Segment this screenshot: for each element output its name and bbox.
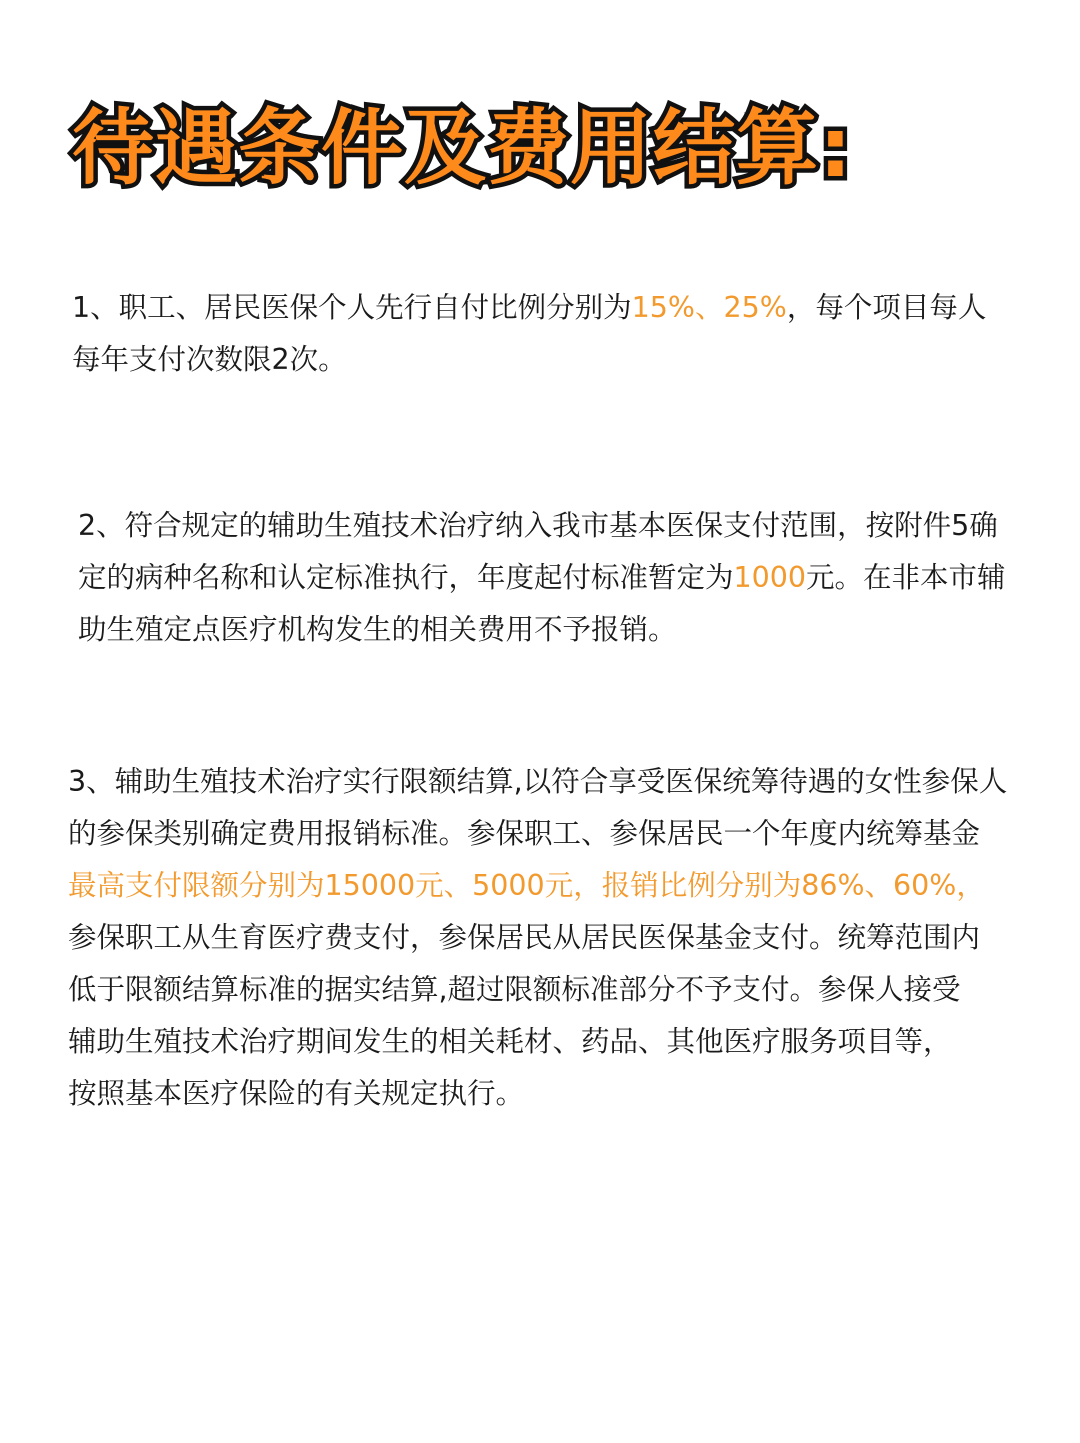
text-line (68, 756, 1038, 808)
highlighted-text: 最高支付限额分别为15000元、5000元，报销比例分别为86%、60%， (68, 869, 985, 902)
page-title: 待遇条件及费用结算: (72, 101, 853, 196)
body-text: 3、辅助生殖技术治疗实行限额结算,以符合享受医保统筹待遇的女性参保人 (68, 765, 1008, 798)
text-line (68, 964, 1038, 1016)
text-line (68, 1016, 1038, 1068)
policy-item-2 (78, 500, 1028, 656)
body-text: 辅助生殖技术治疗期间发生的相关耗材、药品、其他医疗服务项目等， (68, 1025, 952, 1058)
text-line (68, 808, 1038, 860)
body-text: 的参保类别确定费用报销标准。参保职工、参保居民一个年度内统筹基金 (68, 817, 981, 850)
body-text: 助生殖定点医疗机构发生的相关费用不予报销。 (78, 613, 677, 646)
policy-item-3 (68, 756, 1038, 1120)
highlighted-text: 15%、25% (631, 291, 787, 324)
text-line (78, 552, 1028, 604)
body-text: 元。在非本市辅 (806, 561, 1006, 594)
text-line (72, 282, 1002, 334)
body-text: 1、职工、居民医保个人先行自付比例分别为 (72, 291, 632, 324)
text-line (78, 604, 1028, 656)
highlighted-text: 1000 (733, 561, 807, 594)
body-text: 低于限额结算标准的据实结算,超过限额标准部分不予支付。参保人接受 (68, 973, 961, 1006)
text-line (68, 912, 1038, 964)
text-line (72, 334, 1002, 386)
body-text: 定的病种名称和认定标准执行，年度起付标准暂定为 (78, 561, 734, 594)
policy-item-1 (72, 282, 1002, 386)
body-text: ，每个项目每人 (786, 291, 987, 324)
text-line (68, 1068, 1038, 1120)
body-text: 2、符合规定的辅助生殖技术治疗纳入我市基本医保支付范围，按附件5确 (78, 509, 998, 542)
body-text: 按照基本医疗保险的有关规定执行。 (68, 1077, 525, 1110)
body-text: 参保职工从生育医疗费支付，参保居民从居民医保基金支付。统筹范围内 (68, 921, 981, 954)
text-line (68, 860, 1038, 912)
text-line (78, 500, 1028, 552)
body-text: 每年支付次数限2次。 (72, 343, 347, 376)
